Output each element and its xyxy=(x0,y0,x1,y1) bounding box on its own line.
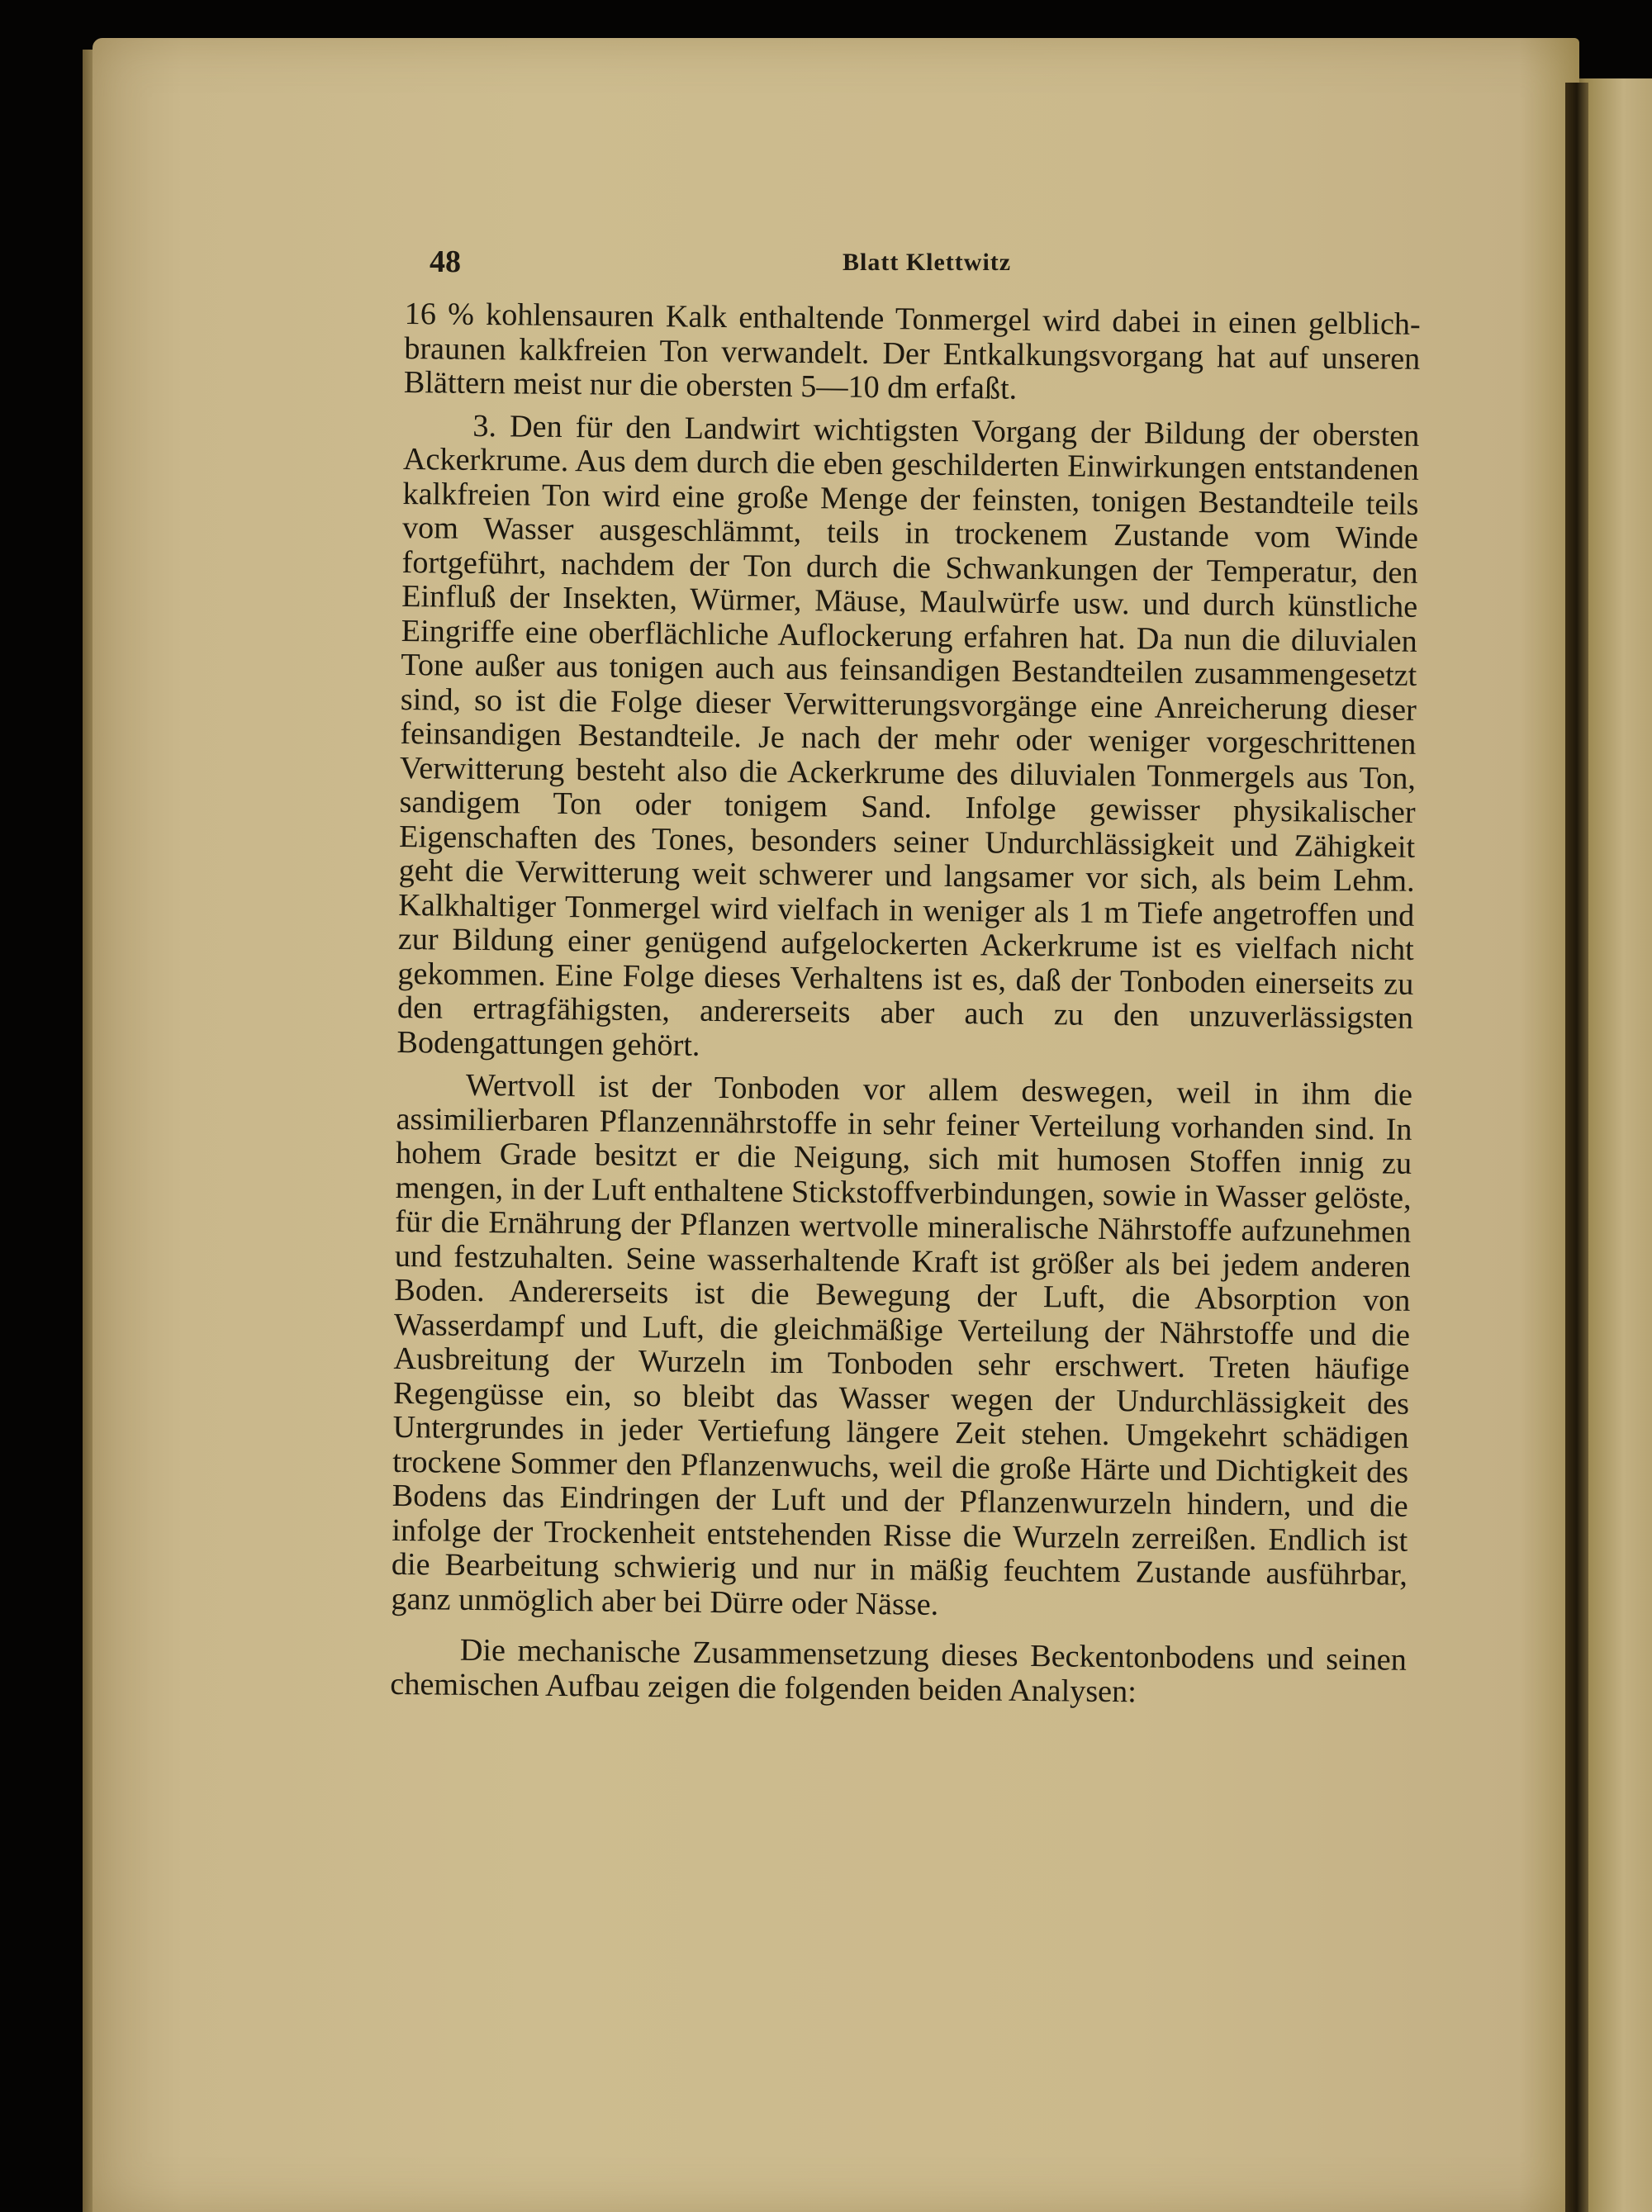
page-number: 48 xyxy=(430,244,461,279)
running-head: Blatt Klettwitz xyxy=(843,249,1012,276)
paragraph-1: 16 % kohlensauren Kalk enthaltende Tonmergel wird dabei in einen gelblich-braunen kalkfreien Ton verwandelt. Der Entkalkungsvorgang hat auf unseren Blättern meist nur die obersten 5—10 dm erfaßt. xyxy=(403,297,1421,406)
page-header xyxy=(430,244,1421,285)
paragraph-2: 3. Den für den Landwirt wichtigsten Vorgang der Bildung der obersten Ackerkrume. Aus dem durch die eben geschilderten Einwirkungen entstandenen kalkfreien Ton wird eine große Menge der feinsten, tonigen Bestandteile teils vom Wasser ausgeschlämmt, teils in trockenem Zustande vom Winde fortgeführt, nachdem der Ton durch die Schwankungen der Temperatur, den Einfluß der Insekten, Würmer, Mäuse, Maulwürfe usw. und durch künstliche Eingriffe eine oberflächliche Auflockerung erfahren hat. Da nun die diluvialen Tone außer aus tonigen auch aus feinsandigen Bestandteilen zusammengesetzt sind, so ist die Folge dieser Verwitterungsvorgänge eine Anreicherung dieser feinsandigen Bestandteile. Je nach der mehr oder weniger vorgeschrittenen Verwitterung besteht also die Ackerkrume des diluvialen Tonmergels aus Ton, sandigem Ton oder tonigem Sand. Infolge gewisser physikalischer Eigenschaften des Tones, besonders seiner Undurchlässigkeit und Zähigkeit geht die Verwitterung weit schwerer und langsamer vor sich, als beim Lehm. Kalkhaltiger Tonmergel wird vielfach in weniger als 1 m Tiefe angetroffen und zur Bildung einer genügend aufgelockerten Ackerkrume ist es vielfach nicht gekommen. Eine Folge dieses Verhaltens ist es, daß der Tonboden einerseits zu den ertragfähigsten, andererseits aber auch zu den unzuverlässigsten Bodengattungen gehört. xyxy=(396,408,1420,1063)
body-text xyxy=(390,297,1421,1712)
paragraph-4: Die mechanische Zusammensetzung dieses Beckentonbodens und seinen chemischen Aufbau zeigen die folgenden beiden Analysen: xyxy=(390,1632,1408,1709)
book-gutter xyxy=(1565,83,1588,2212)
paragraph-3: Wertvoll ist der Tonboden vor allem deswegen, weil in ihm die assimilierbaren Pflanzennährstoffe in sehr feiner Verteilung vorhanden sind. In hohem Grade besitzt er die Neigung, sich mit humosen Stoffen innig zu mengen, in der Luft enthaltene Stickstoffverbindungen, sowie in Wasser gelöste, für die Ernährung der Pflanzen wertvolle mineralische Nährstoffe aufzunehmen und festzuhalten. Seine wasserhaltende Kraft ist größer als bei jedem anderen Boden. Andererseits ist die Bewegung der Luft, die Absorption von Wasserdampf und Luft, die gleichmäßige Verteilung der Nährstoffe und die Ausbreitung der Wurzeln im Tonboden sehr erschwert. Treten häufige Regengüsse ein, so bleibt das Wasser wegen der Undurchlässigkeit des Untergrundes in jeder Vertiefung längere Zeit stehen. Umgekehrt schädigen trockene Sommer den Pflanzenwuchs, weil die große Härte und Dichtigkeit des Bodens das Eindringen der Luft und der Pflanzenwurzeln hindern, und die infolge der Trockenheit entstehenden Risse die Wurzeln zerreißen. Endlich ist die Bearbeitung schwierig und nur in mäßig feuchtem Zustande ausführbar, ganz unmöglich aber bei Dürre oder Nässe. xyxy=(391,1067,1413,1622)
